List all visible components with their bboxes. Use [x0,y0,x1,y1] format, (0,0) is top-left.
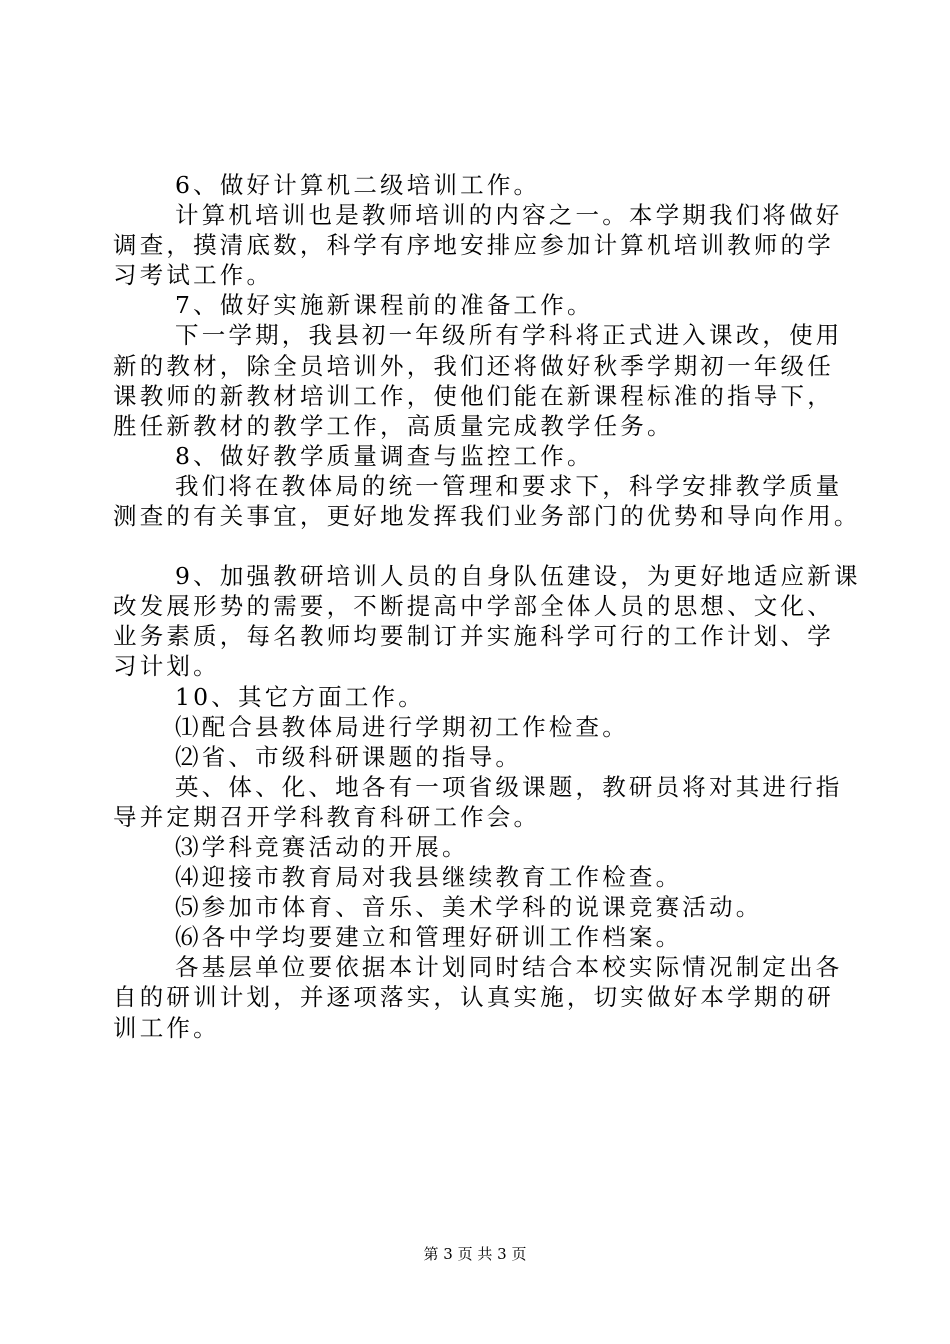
section-heading-8: 8、做好教学质量调查与监控工作。 [175,441,594,470]
section-heading-7: 7、做好实施新课程前的准备工作。 [175,291,594,320]
paragraph-line: 训工作。 [113,1013,220,1042]
paragraph-line: 测查的有关事宜，更好地发挥我们业务部门的优势和导向作用。 [113,502,861,531]
paragraph-line: 自的研训计划，并逐项落实，认真实施，切实做好本学期的研 [113,983,834,1012]
paragraph-gap [113,531,838,561]
paragraph-line: 业务素质，每名教师均要制订并实施科学可行的工作计划、学 [113,622,834,651]
list-item: ⑶学科竞赛活动的开展。 [175,832,469,861]
list-item: ⑴配合县教体局进行学期初工作检查。 [175,712,629,741]
paragraph-line: 习计划。 [113,652,220,681]
paragraph-line: 改发展形势的需要，不断提高中学部全体人员的思想、文化、 [113,592,834,621]
paragraph-line: 计算机培训也是教师培训的内容之一。本学期我们将做好 [175,201,843,230]
paragraph-line: 英、体、化、地各有一项省级课题，教研员将对其进行指 [175,772,843,801]
section-heading-6: 6、做好计算机二级培训工作。 [175,171,541,199]
paragraph-line: 新的教材，除全员培训外，我们还将做好秋季学期初一年级任 [113,351,834,380]
paragraph-line: 调查，摸清底数，科学有序地安排应参加计算机培训教师的学 [113,231,834,260]
paragraph-line: 我们将在教体局的统一管理和要求下，科学安排教学质量 [175,471,843,500]
list-item: ⑸参加市体育、音乐、美术学科的说课竞赛活动。 [175,893,763,922]
section-heading-9: 9、加强教研培训人员的自身队伍建设，为更好地适应新课 [175,562,861,591]
paragraph-line: 胜任新教材的教学工作，高质量完成教学任务。 [113,411,674,440]
paragraph-line: 课教师的新教材培训工作，使他们能在新课程标准的指导下， [113,381,834,410]
page-number-footer: 第 3 页 共 3 页 [423,1245,527,1263]
paragraph-line: 导并定期召开学科教育科研工作会。 [113,802,541,831]
list-item: ⑷迎接市教育局对我县继续教育工作检查。 [175,863,683,892]
paragraph-line: 习考试工作。 [113,261,274,290]
document-body [113,170,861,1043]
section-heading-10: 10、其它方面工作。 [175,682,425,711]
paragraph-line: 各基层单位要依据本计划同时结合本校实际情况制定出各 [175,953,843,982]
list-item: ⑹各中学均要建立和管理好研训工作档案。 [175,923,683,952]
paragraph-line: 下一学期，我县初一年级所有学科将正式进入课改，使用 [175,321,843,350]
list-item: ⑵省、市级科研课题的指导。 [175,742,523,771]
